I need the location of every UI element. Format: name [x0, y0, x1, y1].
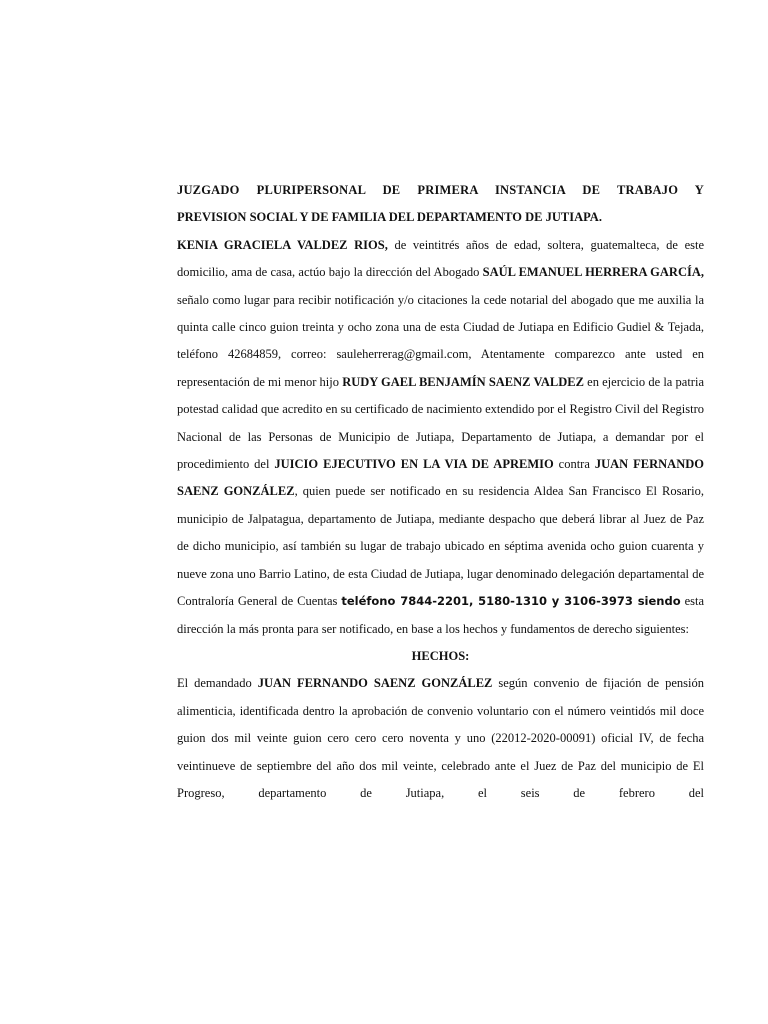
facts-paragraph	[177, 670, 704, 807]
plaintiff-name: KENIA GRACIELA VALDEZ RIOS,	[177, 237, 388, 252]
facts-defendant-name: JUAN FERNANDO SAENZ GONZÁLEZ	[257, 676, 493, 691]
intro-text-2: señalo como lugar para recibir notificación y/o citaciones la cede notarial del abogado que me auxilia la quinta calle cinco guion treinta y ocho zona una de esta Ciudad de Jutiapa en Edificio Gudiel & Tejada, teléfono 42684859, correo: sauleherrerag@gmail.com, Atentamente comparezco ante usted en representación de mi menor hijo	[177, 292, 704, 389]
intro-text-3: en ejercicio de la patria potestad calidad que acredito en su certificado de nacimiento extendido por el Registro Civil del Registro Nacional de las Personas de Municipio de Jutiapa, Departamento de Jutiapa, a demandar por el procedimiento del	[177, 374, 704, 472]
intro-text-6: esta dirección la más pronta para ser notificado, en base a los hechos y fundamentos de derecho siguientes:	[177, 594, 705, 636]
procedure-name: JUICIO EJECUTIVO EN LA VIA DE APREMIO	[274, 457, 554, 472]
lawyer-name: SAÚL EMANUEL HERRERA GARCÍA,	[482, 265, 705, 280]
section-title-hechos: HECHOS:	[411, 648, 470, 663]
phone-numbers: teléfono 7844-2201, 5180-1310 y 3106-3973 siendo	[341, 594, 681, 609]
court-heading-line1: JUZGADO PLURIPERSONAL DE PRIMERA INSTANCIA DE TRABAJO Y	[177, 183, 704, 197]
intro-text-4: contra	[553, 457, 595, 472]
child-name: RUDY GAEL BENJAMÍN SAENZ VALDEZ	[342, 374, 584, 389]
intro-text-5: , quien puede ser notificado en su residencia Aldea San Francisco El Rosario, municipio de Jalpatagua, departamento de Jutiapa, mediante despacho que deberá librar al Juez de Paz de dicho municipio, así también su lugar de trabajo ubicado en séptima avenida ocho guion cuarenta y nueve zona uno Barrio Latino, de esta Ciudad de Jutiapa, lugar denominado delegación departamental de Contraloría General de Cuentas	[177, 484, 705, 609]
intro-paragraph	[177, 232, 704, 643]
facts-text-1: El demandado	[177, 676, 258, 691]
intro-text-1: de veintitrés años de edad, soltera, guatemalteca, de este domicilio, ama de casa, actúo bajo la dirección del Abogado	[177, 237, 704, 280]
court-heading-line2: PREVISION SOCIAL Y DE FAMILIA DEL DEPARTAMENTO DE JUTIAPA.	[177, 210, 602, 225]
facts-text-2: según convenio de fijación de pensión alimenticia, identificada dentro la aprobación de convenio voluntario con el número veintidós mil doce guion dos mil veinte guion cero cero cero noventa y uno (22012-2020-00091) oficial IV, de fecha veintinueve de septiembre del año dos mil veinte, celebrado ante el Juez de Paz del municipio de El Progreso, departamento de Jutiapa, el seis de febrero del	[177, 676, 704, 800]
document-page	[177, 177, 704, 807]
defendant-name: JUAN FERNANDO SAENZ GONZÁLEZ	[177, 457, 704, 499]
